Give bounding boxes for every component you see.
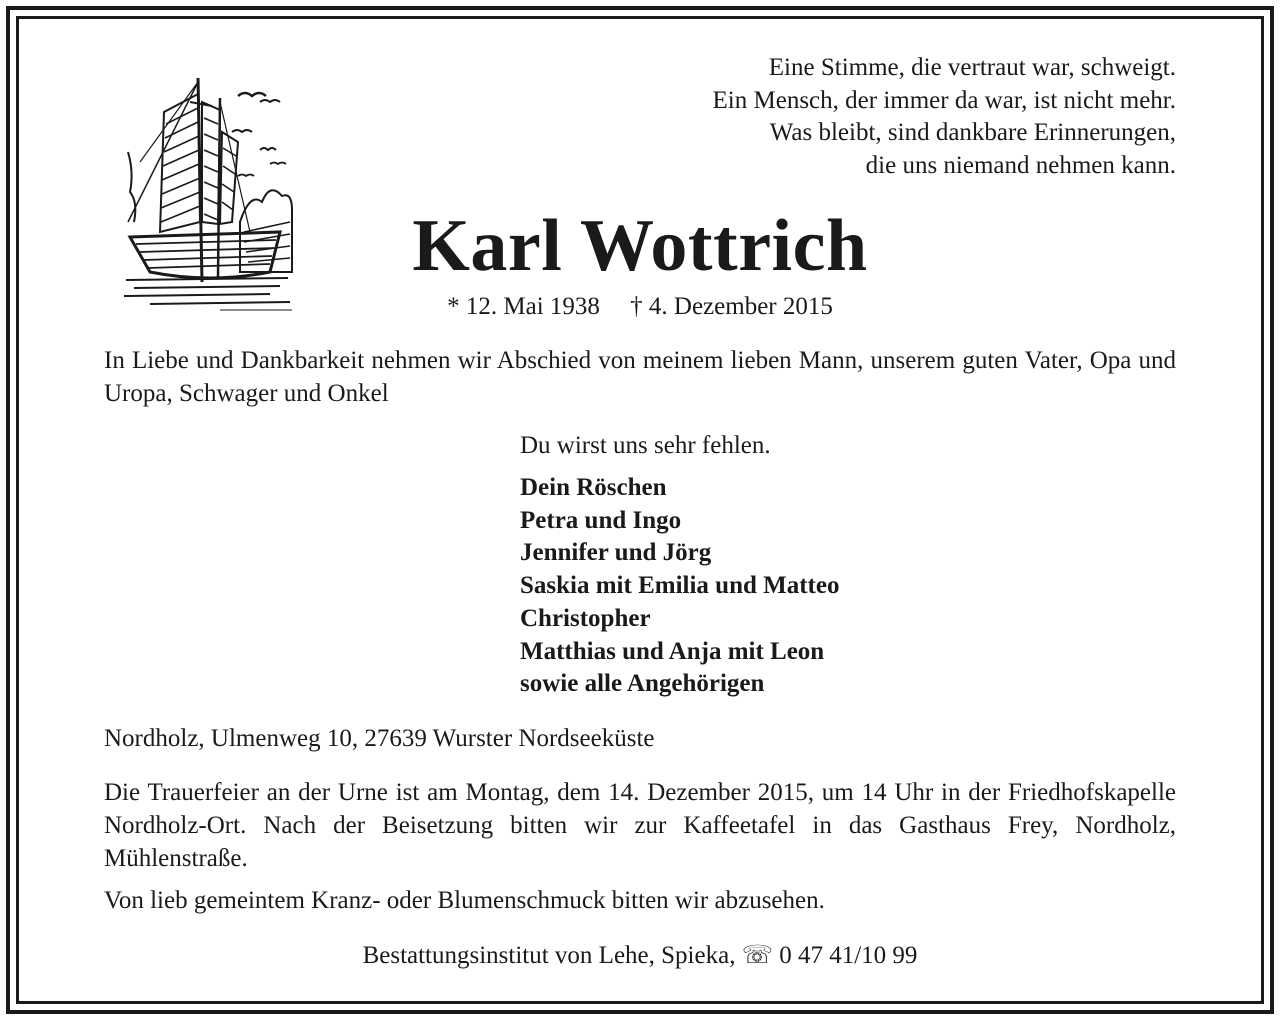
birth-date: * 12. Mai 1938 [447, 293, 600, 320]
poem-line: Was bleibt, sind dankbare Erinnerungen, [769, 119, 1176, 146]
funeral-home-line [0, 940, 1280, 972]
mourner-name: sowie alle Angehörigen [520, 670, 765, 698]
death-date: † 4. Dezember 2015 [630, 293, 833, 320]
memorial-poem [713, 52, 1176, 182]
farewell-line: Du wirst uns sehr fehlen. [520, 432, 771, 459]
mourner-name: Jennifer und Jörg [520, 539, 712, 567]
funeral-home-phone: 0 47 41/10 99 [772, 942, 918, 969]
mourner-name: Saskia mit Emilia und Matteo [520, 572, 840, 600]
mourner-name: Christopher [520, 604, 651, 632]
poem-line: Eine Stimme, die vertraut war, schweigt. [768, 54, 1176, 81]
life-dates [0, 292, 1280, 322]
poem-line: die uns niemand nehmen kann. [865, 151, 1176, 179]
service-details: Die Trauerfeier an der Urne ist am Montag, dem 14. Dezember 2015, um 14 Uhr in der Friedhofskapelle Nordholz-Ort. Nach der Beisetzung bitten wir zur Kaffeetafel in das Gasthaus Frey, Nordholz, Mühlenstraße. [104, 779, 1176, 872]
telephone-icon: ☏ [741, 942, 773, 969]
family-address: Nordholz, Ulmenweg 10, 27639 Wurster Nordseeküste [104, 725, 655, 752]
deceased-name: Karl Wottrich [412, 205, 868, 287]
poem-line: Ein Mensch, der immer da war, ist nicht mehr. [712, 86, 1176, 114]
mourner-name: Dein Röschen [520, 474, 667, 501]
mourners-list [520, 472, 839, 701]
intro-text: In Liebe und Dankbarkeit nehmen wir Abschied von meinem lieben Mann, unserem guten Vater, Opa und Uropa, Schwager und Onkel [104, 347, 1176, 407]
funeral-home-name: Bestattungsinstitut von Lehe, Spieka, [362, 942, 742, 969]
flowers-note: Von lieb gemeintem Kranz- oder Blumenschmuck bitten wir abzusehen. [104, 887, 825, 914]
mourner-name: Matthias und Anja mit Leon [520, 637, 825, 665]
mourner-name: Petra und Ingo [520, 506, 682, 534]
